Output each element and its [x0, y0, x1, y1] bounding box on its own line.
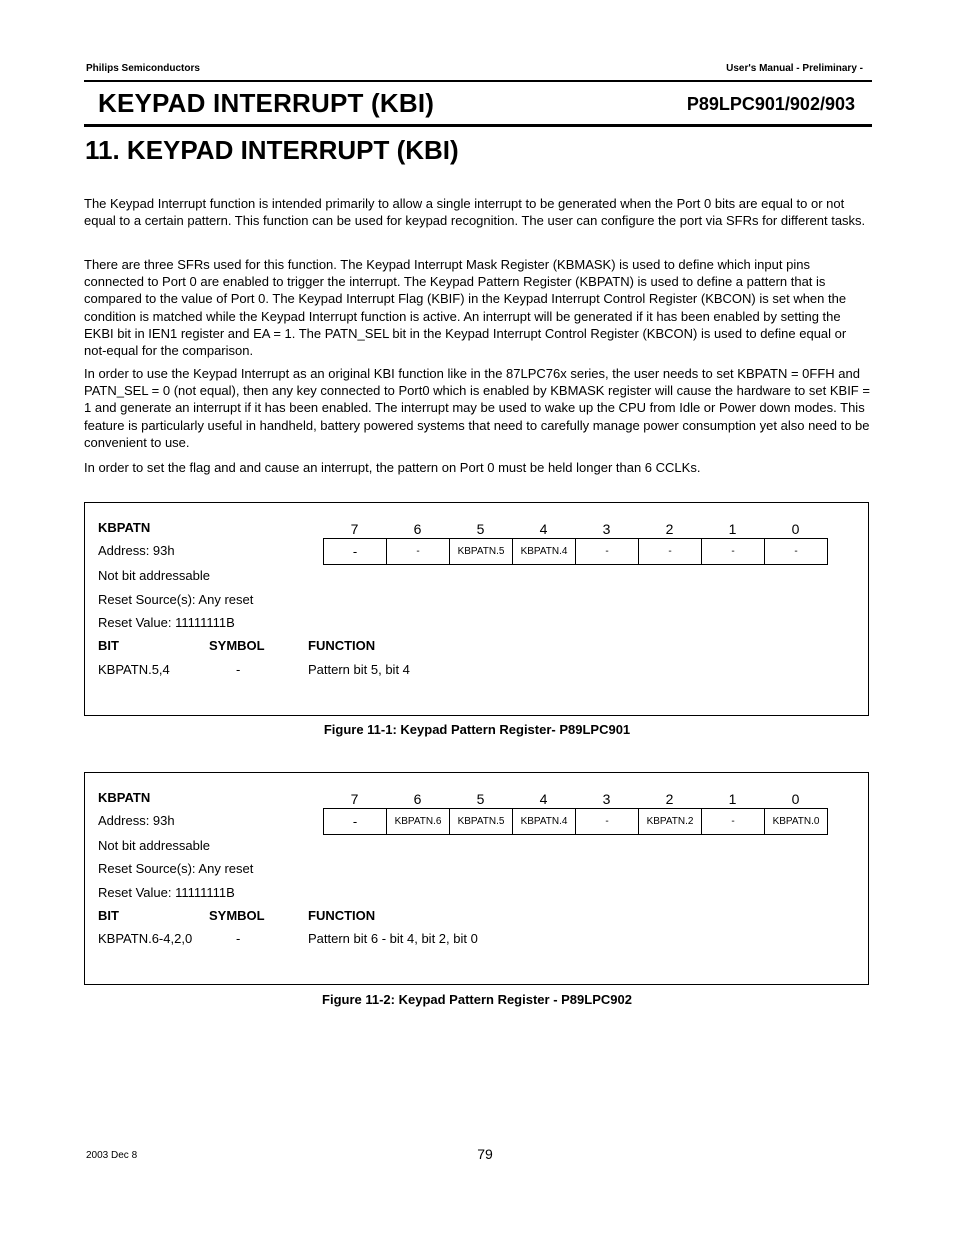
bit-number: 2: [665, 791, 674, 807]
bit-number: 0: [791, 521, 800, 537]
bit-cell-5: KBPATN.5: [450, 539, 513, 564]
paragraph-timing: In order to set the flag and and cause an interrupt, the pattern on Port 0 must be held longer than 6 CCLKs.: [84, 460, 701, 475]
bit-number: 5: [476, 791, 485, 807]
register-reset-source: Reset Source(s): Any reset: [98, 592, 254, 607]
bit-number: 6: [413, 791, 422, 807]
bit-number: 4: [539, 521, 548, 537]
bit-number: 5: [476, 521, 485, 537]
register-address: Address: 93h: [98, 543, 175, 558]
page-number: 79: [477, 1146, 493, 1162]
register-reset-source: Reset Source(s): Any reset: [98, 861, 254, 876]
paragraph-sfrs: There are three SFRs used for this function. The Keypad Interrupt Mask Register (KBMASK) is used to define which input pins connected to Port 0 are enabled to trigger the interrupt. The Keypad Pattern Register (KBPATN) is used to define a pattern that is compared to the value of Port 0. The Keypad Interrupt Flag (KBIF) in the Keypad Interrupt Control Register (KBCON) is set when the condition is matched while the Keypad Interrupt function is active. An interrupt will be generated if it has been enabled by setting the EKBI bit in IEN1 register and EA = 1. The PATN_SEL bit in the Keypad Interrupt Control Register (KBCON) is used to define equal or not-equal for the comparison.: [84, 257, 847, 359]
bit-number: 3: [602, 791, 611, 807]
footer-date: 2003 Dec 8: [86, 1150, 138, 1161]
row-function: Pattern bit 6 - bit 4, bit 2, bit 0: [308, 931, 478, 946]
bit-number: 0: [791, 791, 800, 807]
chapter-rule: [84, 124, 872, 127]
paragraph-intro: The Keypad Interrupt function is intended primarily to allow a single interrupt to be generated when the Port 0 bits are equal to or not equal to a certain pattern. This function can be used for keypad recognition. The user can configure the port via SFRs for different tasks.: [84, 196, 866, 229]
register-box-902: [84, 772, 869, 985]
bit-number: 3: [602, 521, 611, 537]
figure-caption-901: Figure 11-1: Keypad Pattern Register- P89LPC901: [323, 722, 631, 737]
bit-number: 4: [539, 791, 548, 807]
bit-cell-0: KBPATN.0: [765, 809, 828, 834]
register-reset-value: Reset Value: 11111111B: [98, 885, 235, 900]
chapter-title: KEYPAD INTERRUPT (KBI): [98, 88, 435, 118]
bit-cell-6: -: [387, 539, 450, 564]
row-bit: KBPATN.5,4: [98, 662, 170, 677]
register-name: KBPATN: [98, 790, 151, 805]
row-symbol: -: [236, 931, 241, 946]
bit-number: 7: [350, 521, 359, 537]
register-box-901: [84, 502, 869, 716]
section-title: 11. KEYPAD INTERRUPT (KBI): [85, 135, 459, 165]
register-addressable: Not bit addressable: [98, 838, 211, 853]
bit-cell-1: -: [702, 539, 765, 564]
register-reset-value: Reset Value: 11111111B: [98, 615, 235, 630]
paragraph-usage: In order to use the Keypad Interrupt as an original KBI function like in the 87LPC76x series, the user needs to set KBPATN = 0FFH and PATN_SEL = 0 (not equal), then any key connected to Port0 which is enabled by KBMASK register will cause the hardware to set KBIF = 1 and generate an interrupt if it has been enabled. The interrupt may be used to wake up the CPU from Idle or Power down modes. This feature is particularly useful in handheld, battery powered systems that need to carefully manage power consumption yet also need to be convenient to use.: [84, 366, 870, 450]
row-symbol: -: [236, 662, 241, 677]
col-bit-header: BIT: [98, 908, 119, 923]
bit-number: 1: [728, 521, 737, 537]
bit-cell-4: KBPATN.4: [513, 539, 576, 564]
bit-cell-3: -: [576, 539, 639, 564]
register-name: KBPATN: [98, 520, 151, 535]
header-company: Philips Semiconductors: [86, 63, 200, 74]
bit-number: 1: [728, 791, 737, 807]
part-number: P89LPC901/902/903: [686, 94, 855, 114]
col-function-header: FUNCTION: [308, 638, 376, 653]
header-rule: [84, 80, 872, 82]
col-function-header: FUNCTION: [308, 908, 376, 923]
bit-cell-1: -: [702, 809, 765, 834]
register-addressable: Not bit addressable: [98, 568, 211, 583]
bit-number: 6: [413, 521, 422, 537]
row-function: Pattern bit 5, bit 4: [308, 662, 410, 677]
bit-cell-2: KBPATN.2: [639, 809, 702, 834]
bit-cell-2: -: [639, 539, 702, 564]
bit-number: 7: [350, 791, 359, 807]
header-doc-type: User's Manual - Preliminary -: [726, 63, 863, 74]
row-bit: KBPATN.6-4,2,0: [98, 931, 193, 946]
col-symbol-header: SYMBOL: [209, 638, 265, 653]
bit-field-row: [323, 538, 828, 565]
bit-cell-5: KBPATN.5: [450, 809, 513, 834]
figure-caption-902: Figure 11-2: Keypad Pattern Register - P89LPC902: [322, 992, 632, 1007]
bit-cell-7: -: [324, 809, 387, 834]
col-bit-header: BIT: [98, 638, 119, 653]
col-symbol-header: SYMBOL: [209, 908, 265, 923]
bit-cell-6: KBPATN.6: [387, 809, 450, 834]
bit-cell-3: -: [576, 809, 639, 834]
register-address: Address: 93h: [98, 813, 175, 828]
bit-cell-7: -: [324, 539, 387, 564]
bit-number: 2: [665, 521, 674, 537]
bit-cell-0: -: [765, 539, 828, 564]
bit-field-row: [323, 808, 828, 835]
bit-cell-4: KBPATN.4: [513, 809, 576, 834]
